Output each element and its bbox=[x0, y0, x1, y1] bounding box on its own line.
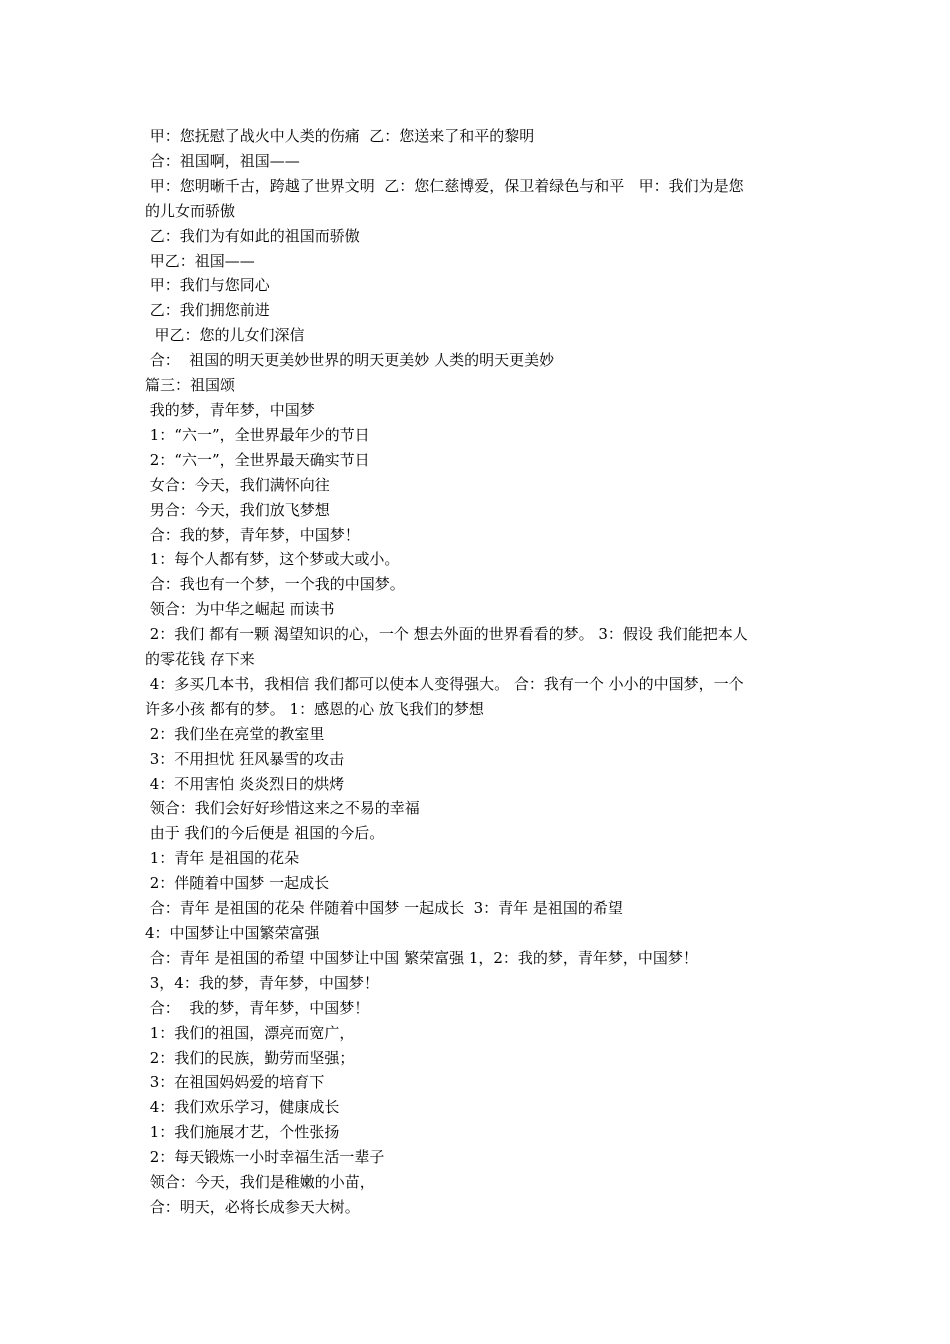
text-line: 领合：今天，我们是稚嫩的小苗， bbox=[145, 1173, 375, 1192]
text-line: 由于 我们的今后便是 祖国的今后。 bbox=[145, 824, 385, 843]
text-line: 2：伴随着中国梦 一起成长 bbox=[145, 874, 330, 893]
text-line: 4：我们欢乐学习，健康成长 bbox=[145, 1098, 340, 1117]
text-line: 我的梦，青年梦，中国梦 bbox=[145, 400, 315, 419]
text-line: 合：青年 是祖国的希望 中国梦让中国 繁荣富强 1，2：我的梦，青年梦，中国梦！ bbox=[145, 948, 698, 967]
text-line: 女合：今天，我们满怀向往 bbox=[145, 475, 330, 494]
text-line: 1：青年 是祖国的花朵 bbox=[145, 849, 300, 868]
text-line: 2：每天锻炼一小时幸福生活一辈子 bbox=[145, 1148, 385, 1167]
section-heading: 篇三：祖国颂 bbox=[145, 376, 236, 395]
text-line: 乙：我们拥您前进 bbox=[145, 301, 270, 320]
text-line: 4：中国梦让中国繁荣富强 bbox=[145, 924, 320, 942]
text-line: 1：我们的祖国，漂亮而宽广， bbox=[145, 1023, 355, 1042]
text-line: 甲：您明晰千古，跨越了世界文明 乙：您仁慈博爱，保卫着绿色与和平 甲：我们为是您 bbox=[145, 176, 744, 195]
text-line: 1：“六一”，全世界最年少的节日 bbox=[145, 425, 370, 444]
text-line: 男合：今天，我们放飞梦想 bbox=[145, 500, 330, 519]
text-line: 合：我也有一个梦，一个我的中国梦。 bbox=[145, 575, 405, 594]
text-line: 的零花钱 存下来 bbox=[145, 650, 255, 669]
text-line: 2：“六一”，全世界最天确实节日 bbox=[145, 450, 370, 469]
text-line: 领合：为中华之崛起 而读书 bbox=[145, 600, 335, 619]
document-body bbox=[145, 124, 810, 1220]
text-line: 甲乙：祖国—— bbox=[145, 251, 255, 270]
text-line: 3：在祖国妈妈爱的培育下 bbox=[145, 1073, 325, 1092]
text-line: 合： 我的梦，青年梦，中国梦！ bbox=[145, 998, 370, 1017]
text-line: 2：我们坐在亮堂的教室里 bbox=[145, 724, 325, 743]
text-line: 2：我们 都有一颗 渴望知识的心，一个 想去外面的世界看看的梦。 3：假设 我们能把本人 bbox=[145, 625, 748, 644]
text-line: 合：青年 是祖国的花朵 伴随着中国梦 一起成长 3：青年 是祖国的希望 bbox=[145, 899, 623, 918]
text-line: 1：我们施展才艺，个性张扬 bbox=[145, 1123, 340, 1142]
text-line: 领合：我们会好好珍惜这来之不易的幸福 bbox=[145, 799, 420, 818]
text-line: 的儿女而骄傲 bbox=[145, 201, 236, 220]
text-line: 1：每个人都有梦，这个梦或大或小。 bbox=[145, 550, 400, 569]
text-line: 合： 祖国的明天更美妙世界的明天更美妙 人类的明天更美妙 bbox=[145, 351, 555, 370]
text-line: 合：明天，必将长成参天大树。 bbox=[145, 1197, 360, 1216]
text-line: 2：我们的民族，勤劳而坚强； bbox=[145, 1048, 355, 1067]
text-line: 3，4：我的梦，青年梦，中国梦！ bbox=[145, 973, 379, 992]
text-line: 3：不用担忧 狂风暴雪的攻击 bbox=[145, 749, 345, 768]
text-line: 乙：我们为有如此的祖国而骄傲 bbox=[145, 226, 360, 245]
text-line: 合：祖国啊，祖国—— bbox=[145, 151, 300, 170]
text-line: 4：多买几本书，我相信 我们都可以使本人变得强大。 合：我有一个 小小的中国梦，一个 bbox=[145, 674, 744, 693]
text-line: 甲乙：您的儿女们深信 bbox=[145, 326, 305, 345]
text-line: 合：我的梦，青年梦，中国梦！ bbox=[145, 525, 360, 544]
text-line: 4：不用害怕 炎炎烈日的烘烤 bbox=[145, 774, 345, 793]
text-line: 许多小孩 都有的梦。 1：感恩的心 放飞我们的梦想 bbox=[145, 699, 484, 718]
text-line: 甲：我们与您同心 bbox=[145, 276, 270, 295]
text-line: 甲：您抚慰了战火中人类的伤痛 乙：您送来了和平的黎明 bbox=[145, 127, 535, 145]
